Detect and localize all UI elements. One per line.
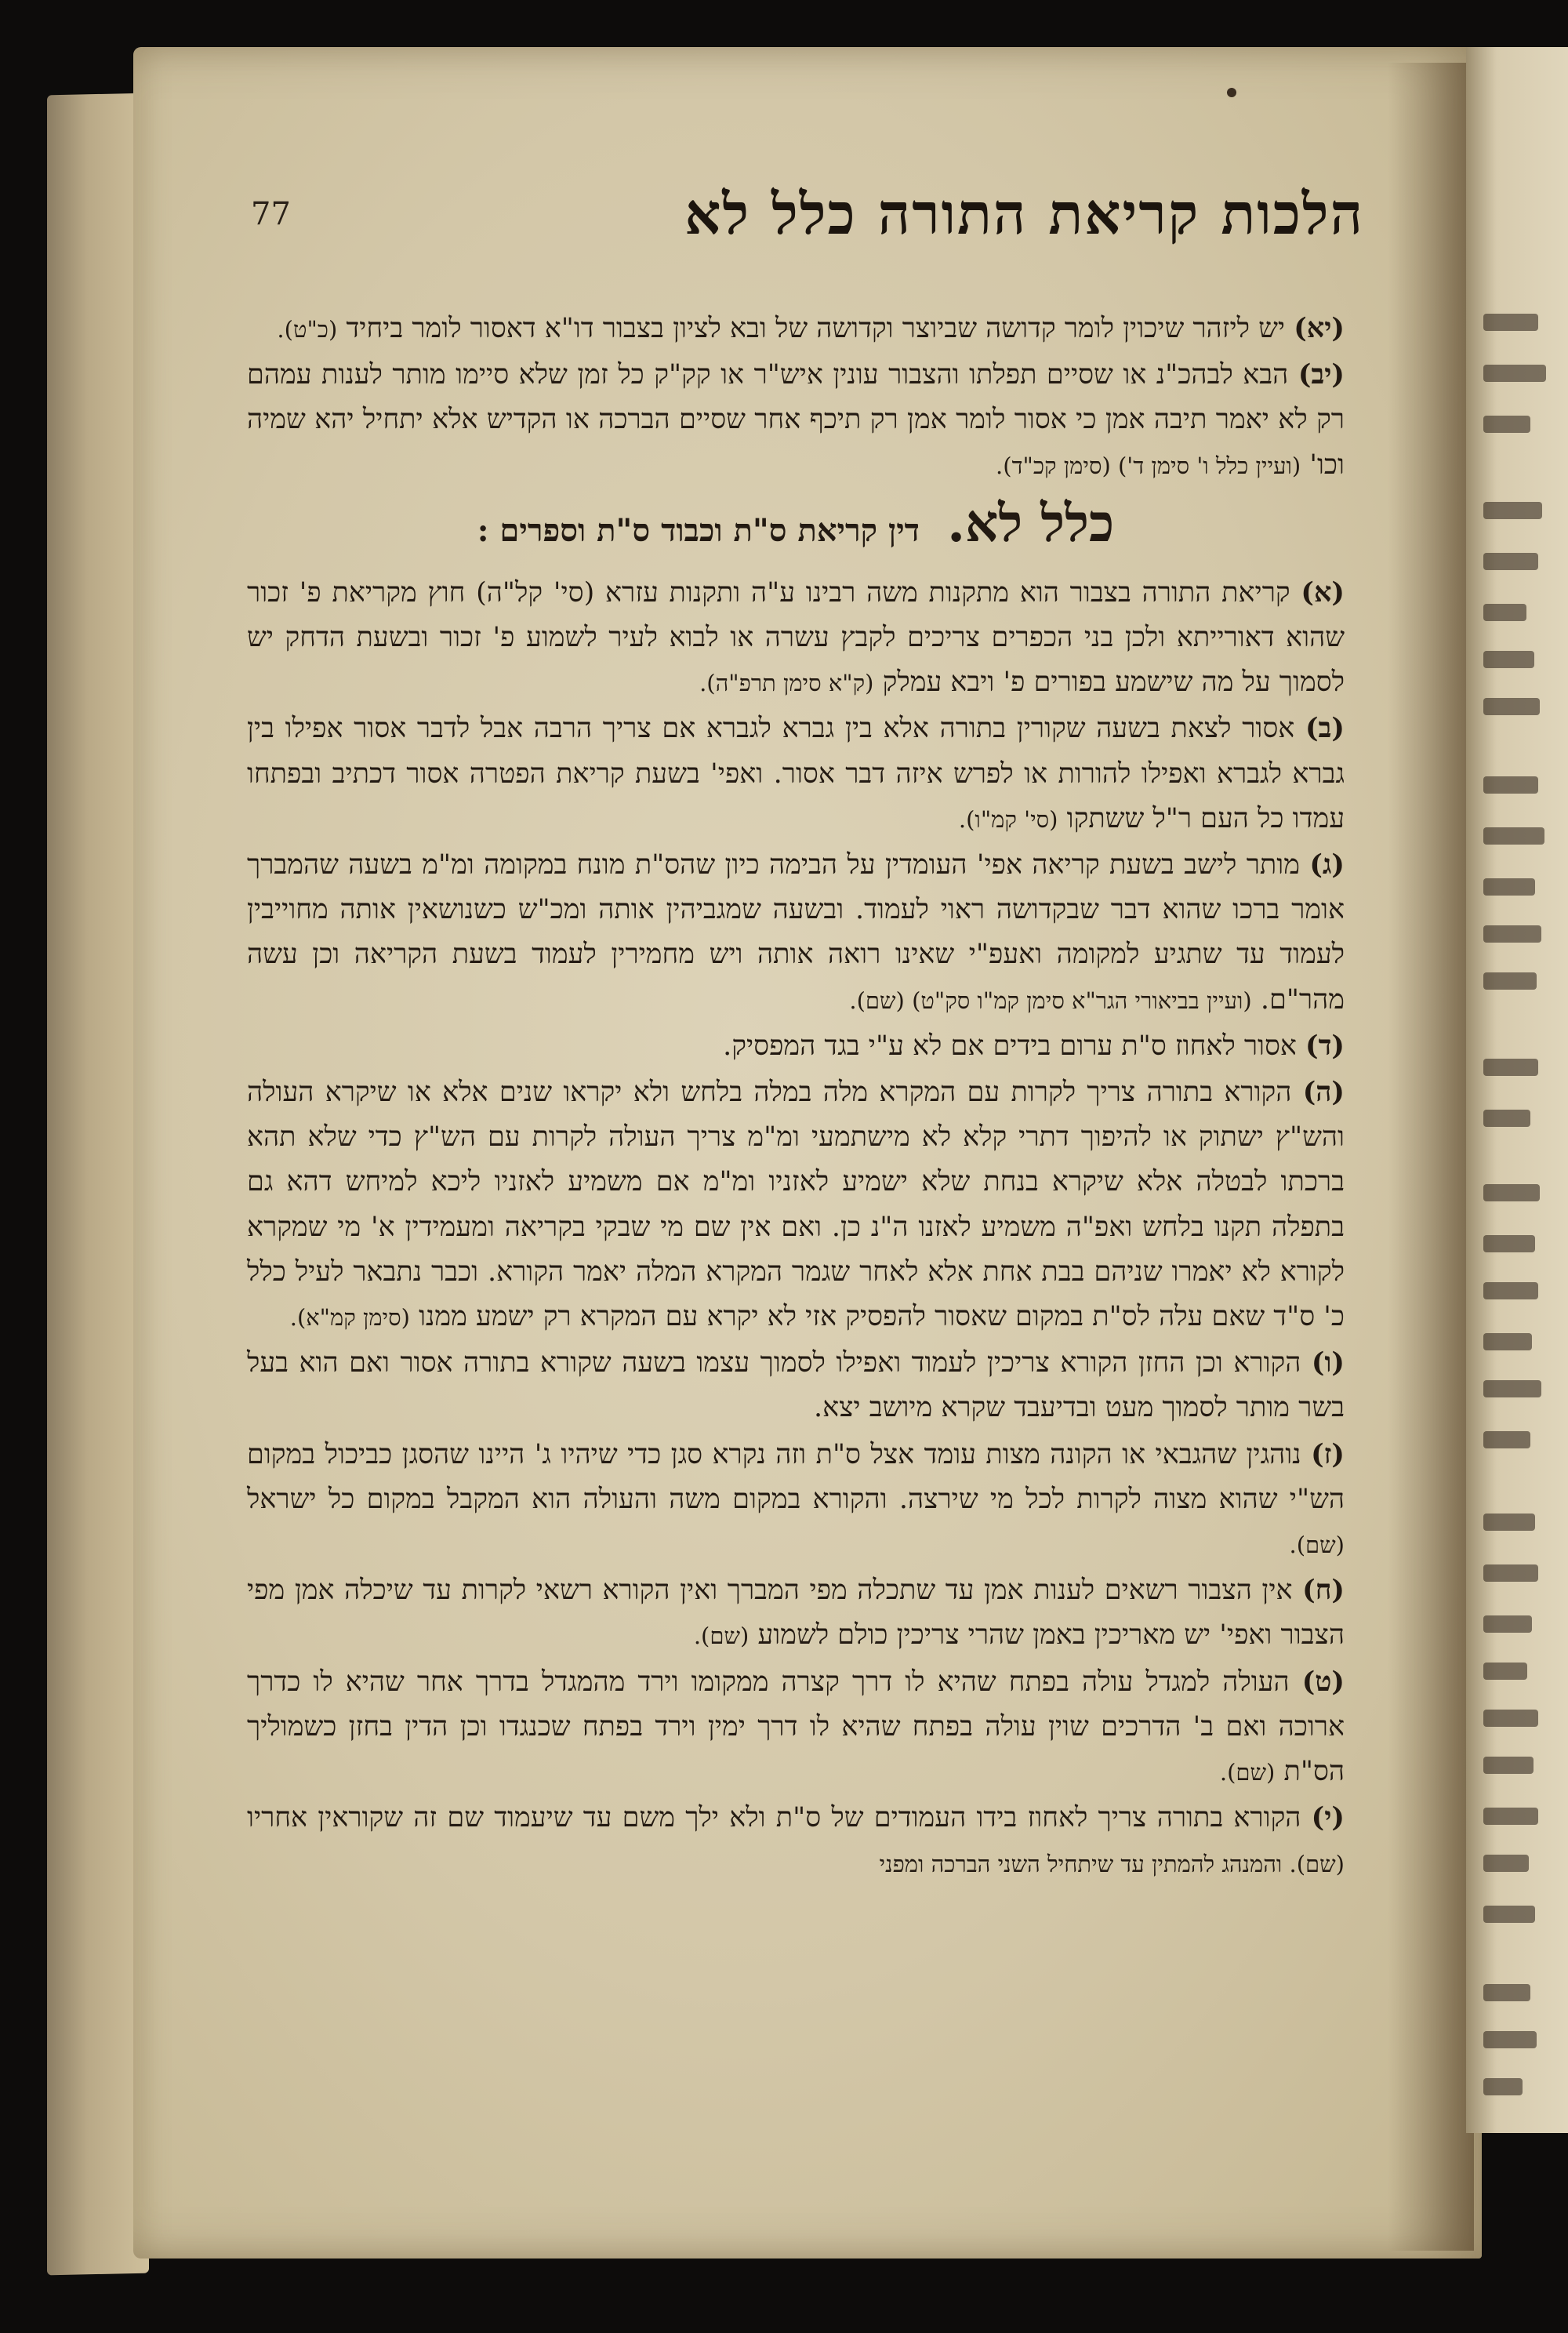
paragraph-number: (ח) — [1302, 1574, 1345, 1607]
paragraph — [247, 306, 1345, 352]
paragraph — [247, 706, 1345, 842]
paragraph — [247, 1659, 1345, 1796]
paragraph-text: יש ליזהר שיכוין לומר קדושה שביוצר וקדושה של ובא לציון בצבור דו"א דאסור לומר ביחיד — [346, 313, 1286, 344]
paragraph-text: הקורא וכן החזן הקורא צריכין לעמוד ואפילו לסמוך עצמו בשעה שקורא בתורה אסור ואם הוא בעל בשר מותר לסמוך מעט ובדיעבד שקרא מיושב יצא. — [247, 1347, 1345, 1424]
paragraph — [247, 352, 1345, 489]
paragraph-reference: (שם). — [1219, 1759, 1276, 1786]
paragraph-number: (ז) — [1311, 1437, 1345, 1470]
chapter-subtitle: דין קריאת ס"ת וכבוד ס"ת וספרים : — [477, 511, 920, 549]
paragraph-number: (י) — [1311, 1801, 1345, 1834]
paragraph — [247, 570, 1345, 707]
paragraph — [247, 1070, 1345, 1340]
paragraph-number: (ט) — [1301, 1665, 1345, 1698]
paragraph-reference: (שם). והמנהג להמתין עד שיתחיל השני הברכה ומפני — [879, 1850, 1345, 1877]
paragraph-text: הקורא בתורה צריך לקרות עם המקרא מלה במלה בלחש ולא יקראו שנים אלא או שיקרא העולה והש"ץ ישתוק או להיפוך דתרי קלא לא מישתמעי ומ"מ צריך העולה לקרות עם הש"ץ כדי שלא תהא ברכתו לבטלה אלא שיקרא בנחת שלא ישמיע לאזניו ומ"מ אם משמיע לאזניו ליכא למיחש דהא גם בתפלה תקנו בלחש ואפ"ה משמיע לאזנו ה"נ כן. ואם אין שם מי שבקי בקריאה ומעמידין א' מי שמקרא לקורא לא יאמרו שניהם בבת אחת אלא לאחר שגמר המקרא המלה יאמר הקורא. וכבר נתבאר לעיל כלל כ' ס"ד שאם עלה לס"ת במקום שאסור להפסיק אזי לא יקרא עם המקרא רק ישמע ממנו — [247, 1077, 1345, 1333]
paragraph-number: (יב) — [1298, 358, 1345, 391]
paragraph-number: (א) — [1301, 576, 1345, 609]
running-title: הלכות קריאת התורה כלל לא — [684, 180, 1364, 247]
paragraph — [247, 1432, 1345, 1568]
paragraph-number: (ד) — [1305, 1029, 1345, 1062]
paragraph-text: העולה למגדל עולה בפתח שהיא לו דרך קצרה ממקומו וירד מהמגדל בדרך אחר שהיא לו כדרך ארוכה ואם ב' הדרכים שוין עולה בפתח שהיא לו דרך ימין וירד בפתח שכנגדו וכן הדין בחזן כשמוליך הס"ת — [247, 1666, 1345, 1788]
paragraph-reference: (ועיין כלל ו' סימן ד') (סימן קכ"ד). — [996, 452, 1301, 479]
paragraph-text: הבא לבהכ"נ או שסיים תפלתו והצבור עונין איש"ר או קק"ק כל זמן שלא סיימו מותר לענות עמהם רק לא יאמר תיבה אמן כי אסור לומר אמן רק תיכף אחר שסיים הברכה או הקדיש אלא יתחיל יהא שמיה וכו' — [247, 359, 1345, 481]
paragraph-reference: (סי' קמ"ו). — [958, 805, 1058, 833]
paragraph-text: הקורא בתורה צריך לאחוז בידו העמודים של ס"ת ולא ילך משם עד שיעמוד שם זה שקוראין אחריו — [247, 1802, 1301, 1834]
paragraph-reference: (סימן קמ"א). — [289, 1304, 410, 1332]
paragraph-number: (ג) — [1309, 849, 1345, 881]
paragraph-text: נוהגין שהגבאי או הקונה מצות עומד אצל ס"ת וזה נקרא סגן כדי שיהיו ג' היינו שהסגן כביכול במקום הש"י שהוא מצוה לקרות לכל מי שירצה. והקורא במקום משה והעולה הוא המקבל במקום כל ישראל — [247, 1438, 1345, 1515]
paragraph-reference: (כ"ט). — [277, 316, 338, 343]
paragraph — [247, 1795, 1345, 1886]
text-body — [247, 306, 1345, 1887]
paragraph-text: קריאת התורה בצבור הוא מתקנות משה רבינו ע"ה ותקנות עזרא (סי' קל"ה) חוץ מקריאת פ' זכור שהוא דאורייתא ולכן בני הכפרים צריכים לקבץ עשרה או לבוא לעיר לשמוע פ' זכור ובשעת הדחק יש לסמוך על מה שישמע בפורים פ' ויבא עמלק — [247, 576, 1345, 699]
paragraph-text: אסור לאחוז ס"ת ערום בידים אם לא ע"י בגד המפסיק. — [723, 1030, 1297, 1062]
paragraph-reference: (שם). — [1289, 1532, 1345, 1559]
chapter-label: כלל לא. — [947, 492, 1115, 554]
paragraph-number: (ו) — [1311, 1346, 1345, 1379]
paragraph-number: (יא) — [1294, 312, 1345, 344]
page-number: 77 — [251, 196, 291, 232]
facing-page-edge — [1466, 47, 1568, 2133]
paragraph — [247, 1568, 1345, 1659]
book-gutter — [1388, 63, 1474, 2251]
paragraph — [247, 1023, 1345, 1070]
paragraph-reference: (ק"א סימן תרפ"ה). — [699, 670, 874, 697]
paragraph-text: מותר לישב בשעת קריאה אפי' העומדין על הבימה כיון שהס"ת מונח במקומה ומ"מ בשעה שהמברך אומר ברכו שהוא דבר שבקדושה ראוי לעמוד. ובשעה שמגביהין אותה ומכ"ש כשנושאין אותה מחוייבין לעמוד עד שתגיע למקומה ואעפ"י שאינו רואה אותה ויש מחמירין לעמוד בשעת הקריאה וכן עשה מהר"ם. — [247, 849, 1345, 1016]
paragraph-number: (ה) — [1302, 1076, 1345, 1109]
paragraph-text: אין הצבור רשאים לענות אמן עד שתכלה מפי המברך ואין הקורא רשאי לקרות עד שיכלה אמן מפי הצבור ואפי' יש מאריכין באמן שהרי צריכין כולם לשמוע — [247, 1575, 1345, 1652]
chapter-heading — [247, 492, 1345, 564]
paragraph-number: (ב) — [1305, 712, 1345, 745]
ink-spot — [1227, 88, 1236, 97]
page-header — [251, 180, 1364, 274]
paragraph — [247, 842, 1345, 1023]
paragraph-text: אסור לצאת בשעה שקורין בתורה אלא בין גברא לגברא אם צריך הרבה אבל לדבר אסור אפילו בין גברא לגברא ואפילו להורות או לפרש איזה דבר אסור. ואפי' בשעת קריאת הפטרה אסור דכתיב ובפתחו עמדו כל העם ר"ל ששתקו — [247, 713, 1345, 834]
paragraph-reference: (שם). — [693, 1623, 750, 1650]
paragraph-reference: (ועיין בביאורי הגר"א סימן קמ"ו סק"ט) (שם). — [849, 987, 1252, 1014]
paragraph — [247, 1340, 1345, 1431]
